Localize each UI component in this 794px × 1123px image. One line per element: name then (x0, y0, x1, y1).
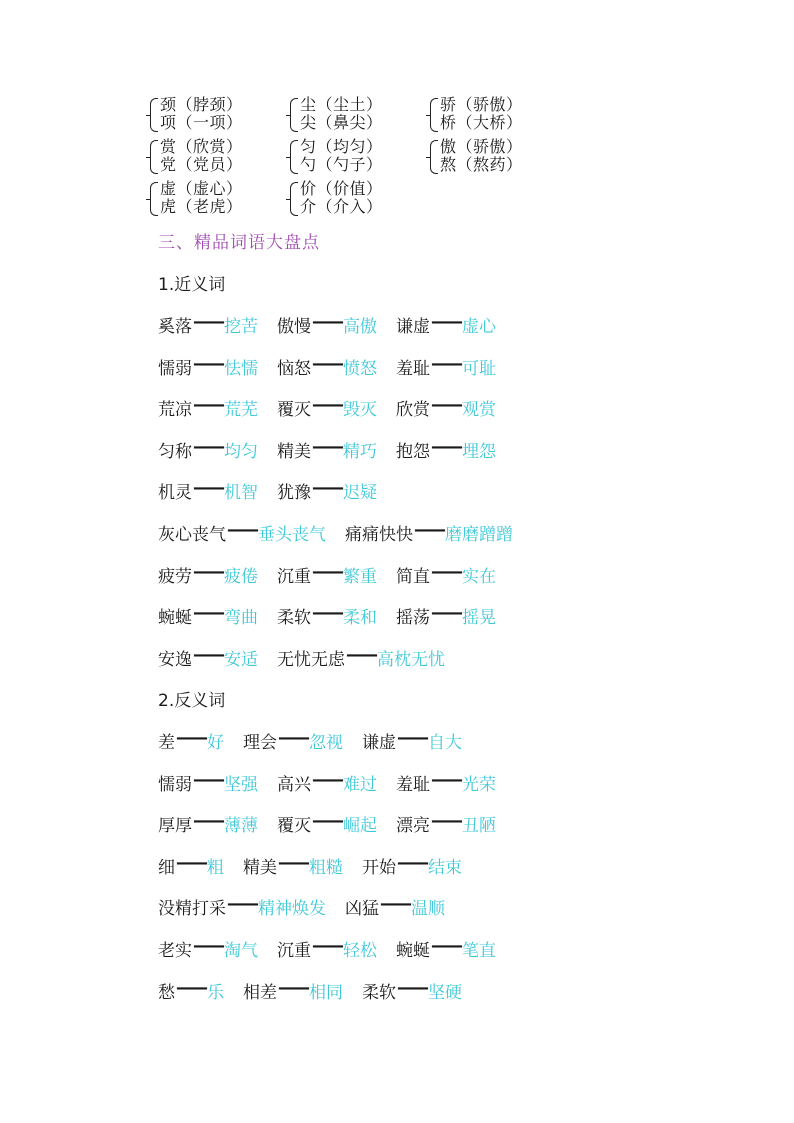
answer-word: 精巧 (343, 441, 377, 462)
pair-line: 尖（鼻尖） (300, 113, 383, 132)
word: 荒凉 (158, 400, 192, 421)
word-pair (345, 894, 445, 919)
word-pair (277, 811, 377, 836)
word: 谦虚 (362, 733, 396, 753)
word-pair (277, 936, 377, 961)
word-pair (158, 437, 258, 462)
answer-word: 机智 (224, 483, 258, 504)
pair-line: 匀（均匀） (300, 137, 383, 156)
word: 羞耻 (396, 774, 430, 795)
answer-word: 可耻 (462, 358, 496, 379)
word-pair (158, 936, 258, 961)
word-pair (158, 645, 258, 670)
dash-separator: —— (431, 603, 461, 624)
dash-separator: —— (380, 894, 410, 915)
word: 凶猛 (345, 899, 379, 920)
pair-line: 价（价值） (300, 179, 383, 198)
word-pair (277, 770, 377, 795)
word-pair (158, 603, 258, 628)
antonym-row (158, 853, 462, 878)
word-pair (396, 437, 496, 462)
word: 理会 (243, 733, 277, 753)
word-pair (158, 728, 224, 753)
word-pair (396, 395, 496, 420)
antonym-row (158, 811, 496, 836)
pair-line: 党（党员） (160, 155, 243, 174)
dash-separator: —— (193, 603, 223, 624)
dash-separator: —— (431, 312, 461, 332)
pair-line: 骄（骄傲） (440, 95, 523, 114)
word: 柔软 (277, 608, 311, 629)
word-pair (158, 312, 258, 337)
answer-word: 愤怒 (343, 358, 377, 379)
answer-word: 结束 (428, 857, 462, 878)
dash-separator: —— (431, 769, 461, 790)
word: 抱怨 (396, 441, 430, 462)
word-pair (158, 478, 258, 503)
char-pair (430, 96, 550, 138)
dash-separator: —— (431, 436, 461, 457)
word-pair (396, 312, 496, 337)
word: 相差 (243, 982, 277, 1003)
answer-word: 埋怨 (462, 441, 496, 462)
word-pair (396, 603, 496, 628)
answer-word: 精神焕发 (258, 899, 326, 920)
word: 懦弱 (158, 774, 192, 795)
word-pair (396, 770, 496, 795)
word: 痛痛快快 (345, 525, 413, 545)
answer-word: 淘气 (224, 941, 258, 961)
word-pair (277, 562, 377, 587)
char-pair (290, 138, 430, 180)
word-pair (158, 562, 258, 587)
word-pair (277, 478, 377, 503)
word: 羞耻 (396, 358, 430, 379)
antonym-row (158, 978, 462, 1003)
brace-icon (290, 140, 298, 174)
pair-line: 介（介入） (300, 197, 383, 216)
pair-row (150, 138, 550, 180)
answer-word: 磨磨蹭蹭 (445, 525, 513, 545)
answer-word: 忽视 (309, 733, 343, 753)
answer-word: 高枕无忧 (377, 649, 445, 670)
dash-separator: —— (193, 936, 223, 956)
word: 沉重 (277, 941, 311, 961)
dash-separator: —— (193, 353, 223, 374)
word-pair (277, 645, 445, 670)
answer-word: 好 (207, 733, 224, 753)
dash-separator: —— (176, 728, 206, 748)
pair-row (150, 96, 550, 138)
word-pair (158, 354, 258, 379)
dash-separator: —— (312, 561, 342, 582)
brace-icon (290, 182, 298, 216)
word-pair (243, 728, 343, 753)
answer-word: 相同 (309, 982, 343, 1003)
dash-separator: —— (431, 395, 461, 416)
word: 疲劳 (158, 566, 192, 587)
word: 差 (158, 733, 175, 753)
dash-separator: —— (312, 769, 342, 790)
antonym-row (158, 770, 496, 795)
word: 懦弱 (158, 358, 192, 379)
dash-separator: —— (346, 644, 376, 665)
word-pair (158, 978, 224, 1003)
word: 老实 (158, 941, 192, 961)
answer-word: 弯曲 (224, 608, 258, 629)
answer-word: 毁灭 (343, 400, 377, 421)
answer-word: 安适 (224, 649, 258, 670)
dash-separator: —— (227, 894, 257, 915)
synonym-row (158, 354, 496, 379)
dash-separator: —— (431, 353, 461, 374)
answer-word: 迟疑 (343, 483, 377, 504)
answer-word: 轻松 (343, 941, 377, 961)
synonym-row (158, 312, 496, 337)
word-pair (243, 853, 343, 878)
word-pair (362, 978, 462, 1003)
synonyms-heading: 1.近义词 (158, 275, 226, 295)
word: 没精打采 (158, 899, 226, 920)
word: 沉重 (277, 566, 311, 587)
pair-line: 桥（大桥） (440, 113, 523, 132)
word-pair (158, 811, 258, 836)
word: 柔软 (362, 982, 396, 1003)
word: 蜿蜒 (158, 608, 192, 629)
answer-word: 粗糙 (309, 857, 343, 878)
pair-row (150, 180, 550, 222)
word: 细 (158, 857, 175, 878)
antonym-row (158, 894, 445, 919)
answer-word: 挖苦 (224, 317, 258, 337)
character-pairs (150, 96, 550, 222)
char-pair (290, 96, 430, 138)
answer-word: 柔和 (343, 608, 377, 629)
answer-word: 均匀 (224, 441, 258, 462)
word-pair (362, 853, 462, 878)
word: 蜿蜒 (396, 941, 430, 961)
answer-word: 温顺 (411, 899, 445, 920)
dash-separator: —— (397, 852, 427, 873)
char-pair (290, 180, 430, 222)
word: 精美 (243, 857, 277, 878)
answer-word: 高傲 (343, 317, 377, 337)
answer-word: 虚心 (462, 317, 496, 337)
word-pair (396, 562, 496, 587)
word: 覆灭 (277, 816, 311, 837)
answer-word: 观赏 (462, 400, 496, 421)
dash-separator: —— (414, 520, 444, 540)
brace-icon (150, 182, 158, 216)
dash-separator: —— (312, 603, 342, 624)
word-pair (396, 354, 496, 379)
synonym-row (158, 437, 496, 462)
answer-word: 实在 (462, 566, 496, 587)
dash-separator: —— (193, 561, 223, 582)
pair-line: 颈（脖颈） (160, 95, 243, 114)
word: 机灵 (158, 483, 192, 504)
answer-word: 乐 (207, 982, 224, 1003)
synonym-row (158, 603, 496, 628)
answer-word: 荒芜 (224, 400, 258, 421)
brace-icon (430, 98, 438, 132)
pair-line: 虚（虚心） (160, 179, 243, 198)
word: 摇荡 (396, 608, 430, 629)
answer-word: 自大 (428, 733, 462, 753)
word-pair (396, 936, 496, 961)
word: 漂亮 (396, 816, 430, 837)
dash-separator: —— (193, 769, 223, 790)
dash-separator: —— (193, 312, 223, 332)
dash-separator: —— (193, 478, 223, 499)
answer-word: 坚强 (224, 774, 258, 795)
brace-icon (150, 140, 158, 174)
word: 高兴 (277, 774, 311, 795)
dash-separator: —— (312, 353, 342, 374)
word: 愁 (158, 982, 175, 1003)
dash-separator: —— (397, 728, 427, 748)
answer-word: 怯懦 (224, 358, 258, 379)
dash-separator: —— (193, 436, 223, 457)
antonym-row (158, 936, 496, 961)
dash-separator: —— (312, 312, 342, 332)
word: 简直 (396, 566, 430, 587)
synonym-row (158, 562, 496, 587)
dash-separator: —— (312, 436, 342, 457)
synonym-row (158, 478, 377, 503)
dash-separator: —— (431, 561, 461, 582)
word: 奚落 (158, 317, 192, 337)
dash-separator: —— (227, 520, 257, 540)
word: 匀称 (158, 441, 192, 462)
brace-icon (290, 98, 298, 132)
dash-separator: —— (312, 936, 342, 956)
dash-separator: —— (193, 644, 223, 665)
antonym-row (158, 728, 462, 753)
synonym-row (158, 645, 445, 670)
dash-separator: —— (431, 936, 461, 956)
word-pair (158, 520, 326, 545)
word: 精美 (277, 441, 311, 462)
word-pair (362, 728, 462, 753)
word: 无忧无虑 (277, 649, 345, 670)
char-pair (150, 180, 290, 222)
dash-separator: —— (397, 977, 427, 998)
word-pair (277, 395, 377, 420)
word: 覆灭 (277, 400, 311, 421)
dash-separator: —— (312, 811, 342, 832)
dash-separator: —— (278, 852, 308, 873)
pair-line: 赏（欣赏） (160, 137, 243, 156)
dash-separator: —— (176, 852, 206, 873)
word: 傲慢 (277, 317, 311, 337)
word-pair (243, 978, 343, 1003)
antonyms-heading: 2.反义词 (158, 691, 226, 711)
char-pair (150, 138, 290, 180)
answer-word: 难过 (343, 774, 377, 795)
dash-separator: —— (193, 811, 223, 832)
answer-word: 垂头丧气 (258, 525, 326, 545)
word-pair (396, 811, 496, 836)
answer-word: 坚硬 (428, 982, 462, 1003)
char-pair (150, 96, 290, 138)
dash-separator: —— (278, 977, 308, 998)
word: 犹豫 (277, 483, 311, 504)
pair-line: 尘（尘土） (300, 95, 383, 114)
dash-separator: —— (176, 977, 206, 998)
answer-word: 丑陋 (462, 816, 496, 837)
pair-line: 勺（勺子） (300, 155, 383, 174)
dash-separator: —— (278, 728, 308, 748)
word-pair (277, 437, 377, 462)
word-pair (158, 770, 258, 795)
pair-line: 虎（老虎） (160, 197, 243, 216)
word-pair (158, 853, 224, 878)
word: 欣赏 (396, 400, 430, 421)
word-pair (277, 603, 377, 628)
pair-line: 熬（熬药） (440, 155, 523, 174)
dash-separator: —— (193, 395, 223, 416)
brace-icon (430, 140, 438, 174)
word-pair (277, 312, 377, 337)
word: 恼怒 (277, 358, 311, 379)
dash-separator: —— (431, 811, 461, 832)
word-pair (345, 520, 513, 545)
synonym-row (158, 395, 496, 420)
dash-separator: —— (312, 395, 342, 416)
answer-word: 疲倦 (224, 566, 258, 587)
answer-word: 崛起 (343, 816, 377, 837)
answer-word: 光荣 (462, 774, 496, 795)
answer-word: 粗 (207, 857, 224, 878)
word-pair (158, 395, 258, 420)
answer-word: 薄薄 (224, 816, 258, 837)
word: 安逸 (158, 649, 192, 670)
word: 灰心丧气 (158, 525, 226, 545)
word: 开始 (362, 857, 396, 878)
brace-icon (150, 98, 158, 132)
pair-line: 傲（骄傲） (440, 137, 523, 156)
dash-separator: —— (312, 478, 342, 499)
pair-line: 项（一项） (160, 113, 243, 132)
section-title: 三、精品词语大盘点 (158, 233, 320, 253)
answer-word: 繁重 (343, 566, 377, 587)
answer-word: 笔直 (462, 941, 496, 961)
word: 厚厚 (158, 816, 192, 837)
word-pair (277, 354, 377, 379)
char-pair (430, 138, 550, 180)
word: 谦虚 (396, 317, 430, 337)
word-pair (158, 894, 326, 919)
answer-word: 摇晃 (462, 608, 496, 629)
synonym-row (158, 520, 513, 545)
